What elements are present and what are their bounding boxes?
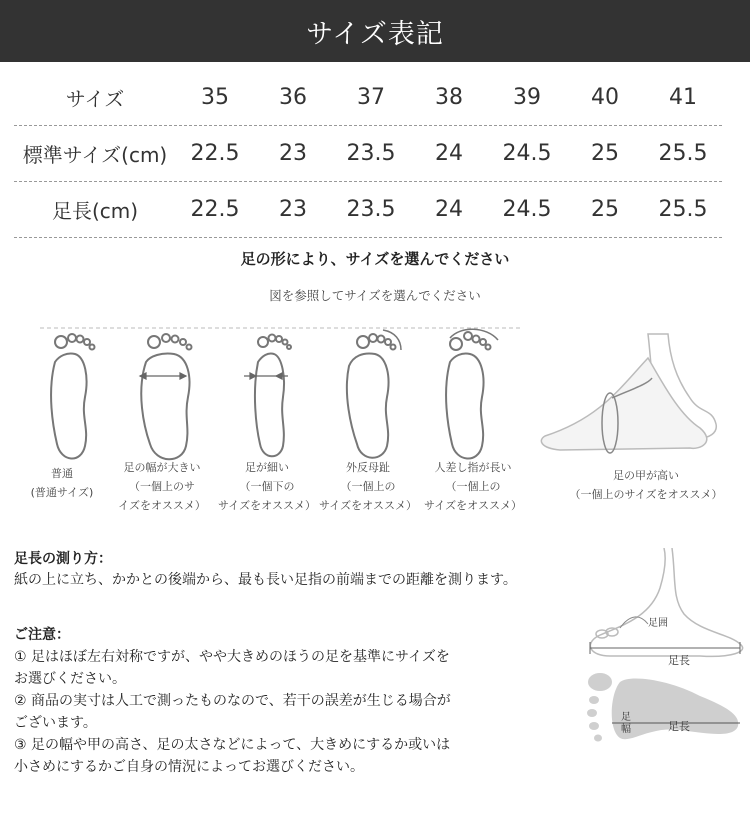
- note-line: ② 商品の実寸は人工で測ったものなので、若干の誤差が生じる場合が: [14, 693, 451, 709]
- normal-foot-icon: [51, 334, 94, 459]
- table-cell: 35: [201, 85, 229, 110]
- narrow-foot-icon: [255, 335, 291, 457]
- sole-length-label: 足長: [668, 720, 690, 733]
- foot-side-view-icon: [590, 548, 742, 656]
- foot-shapes-illustration: [0, 318, 750, 468]
- measure-section: [14, 548, 594, 591]
- foot-measure-diagram: [580, 548, 750, 798]
- table-cell: 37: [357, 85, 385, 110]
- row-label: 標準サイズ(cm): [22, 143, 168, 167]
- foot-caption-bunion: 外反母趾 （一個上の サイズをオススメ）: [318, 461, 417, 512]
- header-bar: [0, 0, 750, 62]
- table-cell: 25: [591, 141, 619, 166]
- table-cell: 25: [591, 197, 619, 222]
- table-cell: 25.5: [658, 141, 708, 166]
- foot-caption-normal: 普通 (普通サイズ): [30, 467, 94, 499]
- girth-label: 足囲: [648, 618, 668, 629]
- foot-caption-high-instep: 足の甲が高い （一個上のサイズをオススメ）: [569, 469, 723, 501]
- table-cell: 24: [435, 197, 463, 222]
- table-cell: 23: [279, 197, 307, 222]
- note-line: お選びください。: [14, 671, 126, 687]
- wide-foot-icon: [141, 334, 191, 459]
- foot-caption-narrow: 足が細い （一個下の サイズをオススメ）: [217, 461, 316, 512]
- table-cell: 23.5: [346, 141, 396, 166]
- length-label: 足長: [668, 654, 690, 667]
- high-instep-foot-icon: [541, 334, 716, 453]
- table-cell: 25.5: [658, 197, 708, 222]
- table-cell: 38: [435, 85, 463, 110]
- note-line: ございます。: [14, 715, 97, 731]
- measure-text: 紙の上に立ち、かかとの後端から、最も長い足指の前端までの距離を測ります。: [14, 572, 517, 588]
- table-cell: 23.5: [346, 197, 396, 222]
- table-cell: 22.5: [190, 141, 240, 166]
- width-arrow-icon: [140, 373, 288, 379]
- table-cell: 23: [279, 141, 307, 166]
- table-row-foot-length: [14, 182, 722, 238]
- table-cell: 36: [279, 85, 307, 110]
- table-cell: 22.5: [190, 197, 240, 222]
- row-label: サイズ: [65, 87, 125, 111]
- table-cell: 39: [513, 85, 541, 110]
- table-cell: 40: [591, 85, 619, 110]
- table-cell: 24: [435, 141, 463, 166]
- note-line: ① 足はほぼ左右対称ですが、やや大きめのほうの足を基準にサイズを: [14, 649, 450, 665]
- table-row-size: [14, 70, 722, 126]
- table-cell: 24.5: [502, 197, 552, 222]
- page-title: サイズ表記: [306, 18, 444, 50]
- shape-section-subtitle: 図を参照してサイズを選んでください: [269, 288, 481, 303]
- foot-sole-icon: [587, 673, 738, 742]
- shape-section-title: 足の形により、サイズを選んでください: [240, 250, 510, 268]
- foot-shapes: [0, 318, 750, 528]
- table-cell: 41: [669, 85, 697, 110]
- bunion-foot-icon: [347, 330, 401, 458]
- note-line: 小さめにするかご自身の情況によってお選びください。: [14, 759, 364, 775]
- table-cell: 24.5: [502, 141, 552, 166]
- size-table: [14, 70, 722, 238]
- long-toe-foot-icon: [446, 329, 498, 458]
- row-label: 足長(cm): [51, 199, 139, 223]
- measure-title: 足長の測り方：: [14, 551, 112, 567]
- table-row-standard-size: [14, 126, 722, 182]
- length-arrow-icon: [590, 642, 740, 654]
- foot-caption-long-toe: 人差し指が長い （一個上の サイズをオススメ）: [423, 461, 522, 512]
- foot-caption-wide: 足の幅が大きい （一個上のサ イズをオススメ）: [118, 461, 206, 512]
- notes-section: [14, 624, 584, 778]
- notes-title: ご注意：: [14, 627, 70, 643]
- note-line: ③ 足の幅や甲の高さ、足の太さなどによって、大きめにするか或いは: [14, 737, 451, 753]
- width-label: 足幅: [621, 712, 631, 735]
